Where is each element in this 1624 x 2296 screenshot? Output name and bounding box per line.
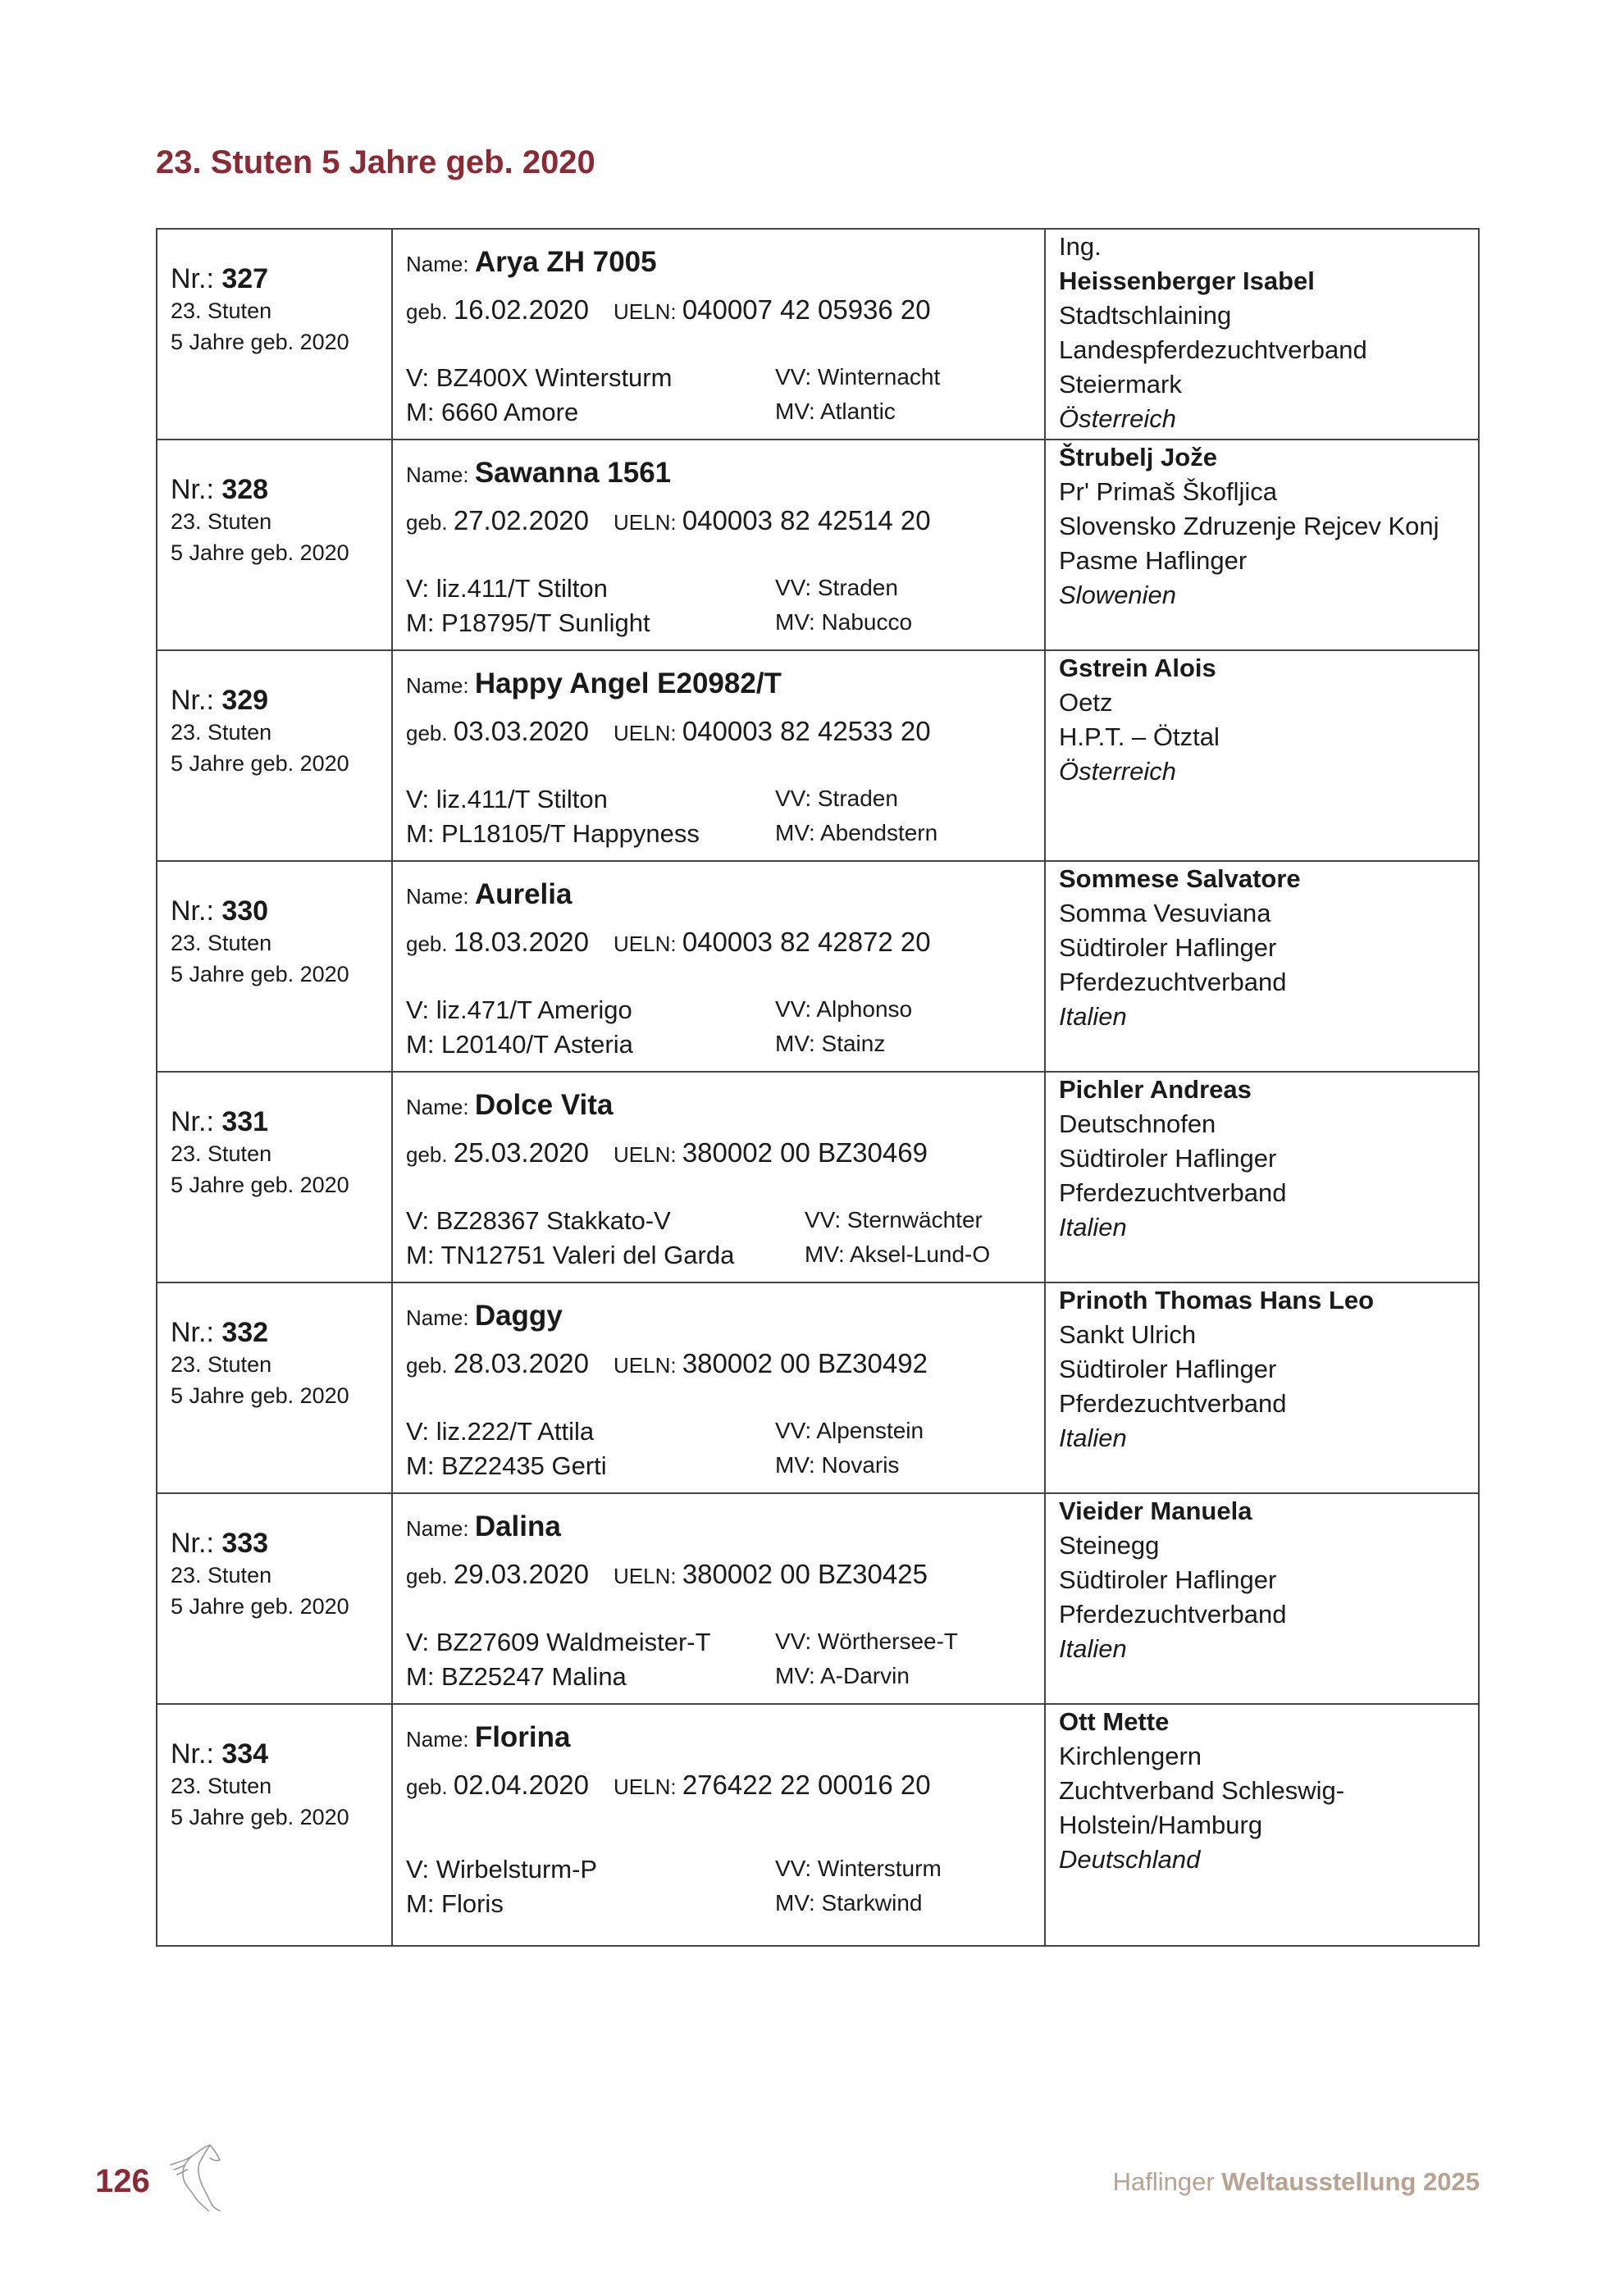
pedigree <box>406 1852 1044 1921</box>
owner-line: Pferdezuchtverband <box>1059 1600 1287 1629</box>
owner-country: Italien <box>1059 1002 1127 1031</box>
class-line-1: 23. Stuten <box>171 931 272 955</box>
dam: M: PL18105/T Happyness <box>406 819 700 848</box>
sire: V: BZ28367 Stakkato-V <box>406 1206 671 1235</box>
owner-line: Pferdezuchtverband <box>1059 1178 1287 1207</box>
entry-number-cell <box>157 1705 393 1945</box>
entry-number-cell <box>157 651 393 860</box>
entry-number: Nr.: 330 <box>171 895 269 927</box>
dam-sire: MV: Aksel-Lund-O <box>805 1241 991 1267</box>
entry-number-cell <box>157 1073 393 1282</box>
horse-name: Name: Happy Angel E20982/T <box>406 667 782 699</box>
class-line-1: 23. Stuten <box>171 1563 272 1588</box>
class-line-1: 23. Stuten <box>171 1352 272 1377</box>
entry-number: Nr.: 332 <box>171 1317 269 1348</box>
pedigree <box>406 1414 1044 1483</box>
owner-line: Pasme Haflinger <box>1059 546 1248 575</box>
birth-ueln: geb. 03.03.2020 UELN: 040003 82 42533 20 <box>406 716 931 746</box>
dam-sire: MV: A-Darvin <box>775 1663 910 1688</box>
owner-cell <box>1046 1705 1478 1945</box>
owner-line: Zuchtverband Schleswig- <box>1059 1776 1345 1805</box>
entry-number: Nr.: 327 <box>171 263 269 294</box>
entry-number-cell <box>157 230 393 439</box>
dam-sire: MV: Nabucco <box>775 609 913 635</box>
owner-cell <box>1046 440 1478 649</box>
sire-sire: VV: Wörthersee-T <box>775 1629 959 1654</box>
sire-sire: VV: Straden <box>775 575 898 600</box>
owner-line: Pferdezuchtverband <box>1059 1389 1287 1418</box>
owner-name: Heissenberger Isabel <box>1059 266 1315 295</box>
class-line-2: 5 Jahre geb. 2020 <box>171 1805 349 1829</box>
owner-cell <box>1046 651 1478 860</box>
dam: M: BZ22435 Gerti <box>406 1451 607 1480</box>
horse-cell <box>393 1705 1046 1945</box>
sire-sire: VV: Alpenstein <box>775 1418 924 1443</box>
owner-line: Südtiroler Haflinger <box>1059 1144 1277 1173</box>
entry-number: Nr.: 331 <box>171 1106 269 1137</box>
horse-cell <box>393 1494 1046 1703</box>
dam: M: BZ25247 Malina <box>406 1662 627 1691</box>
horse-cell <box>393 651 1046 860</box>
sire-sire: VV: Straden <box>775 786 898 811</box>
sire: V: Wirbelsturm-P <box>406 1855 598 1884</box>
page-number: 126 <box>95 2163 150 2199</box>
entry-row <box>157 440 1478 651</box>
sire-sire: VV: Alphonso <box>775 996 913 1022</box>
dam-sire: MV: Novaris <box>775 1452 900 1478</box>
owner-line: Stadtschlaining <box>1059 301 1232 330</box>
class-line-2: 5 Jahre geb. 2020 <box>171 962 349 986</box>
entry-row <box>157 230 1478 440</box>
horse-name: Name: Daggy <box>406 1300 563 1332</box>
entry-row <box>157 1494 1478 1705</box>
sire-sire: VV: Winternacht <box>775 364 941 390</box>
entry-number: Nr.: 334 <box>171 1738 269 1770</box>
horse-cell <box>393 440 1046 649</box>
owner-line: H.P.T. – Ötztal <box>1059 722 1220 751</box>
owner-line: Landespferdezuchtverband <box>1059 335 1367 364</box>
pedigree <box>406 993 1044 1062</box>
entry-number: Nr.: 328 <box>171 474 269 505</box>
class-line-2: 5 Jahre geb. 2020 <box>171 1173 349 1197</box>
birth-ueln: geb. 16.02.2020 UELN: 040007 42 05936 20 <box>406 294 931 325</box>
horse-name: Name: Dolce Vita <box>406 1089 614 1121</box>
horse-logo-icon <box>162 2140 228 2214</box>
dam-sire: MV: Stainz <box>775 1031 886 1056</box>
horse-name: Name: Florina <box>406 1721 571 1753</box>
owner-line: Südtiroler Haflinger <box>1059 933 1277 962</box>
sire: V: BZ27609 Waldmeister-T <box>406 1628 711 1656</box>
owner-country: Italien <box>1059 1213 1127 1241</box>
dam: M: Floris <box>406 1889 504 1918</box>
owner-name: Gstrein Alois <box>1059 654 1216 682</box>
entries-table <box>156 228 1480 1947</box>
dam: M: L20140/T Asteria <box>406 1030 633 1059</box>
dam: M: TN12751 Valeri del Garda <box>406 1241 735 1269</box>
class-line-2: 5 Jahre geb. 2020 <box>171 1594 349 1619</box>
pedigree <box>406 1625 1044 1694</box>
dam-sire: MV: Abendstern <box>775 820 938 845</box>
owner-line: Oetz <box>1059 688 1113 717</box>
owner-line: Slovensko Zdruzenje Rejcev Konj <box>1059 512 1439 540</box>
entry-row <box>157 1283 1478 1494</box>
entry-number: Nr.: 329 <box>171 685 269 716</box>
entry-number: Nr.: 333 <box>171 1528 269 1559</box>
entry-row <box>157 862 1478 1073</box>
sire: V: liz.222/T Attila <box>406 1417 595 1446</box>
owner-name: Prinoth Thomas Hans Leo <box>1059 1286 1375 1314</box>
owner-line: Pferdezuchtverband <box>1059 968 1287 996</box>
owner-line: Pr' Primaš Škofljica <box>1059 477 1278 506</box>
class-line-1: 23. Stuten <box>171 509 272 534</box>
sire-sire: VV: Wintersturm <box>775 1856 942 1881</box>
horse-name: Name: Sawanna 1561 <box>406 457 672 489</box>
class-line-2: 5 Jahre geb. 2020 <box>171 540 349 565</box>
owner-line: Südtiroler Haflinger <box>1059 1565 1277 1594</box>
birth-ueln: geb. 28.03.2020 UELN: 380002 00 BZ30492 <box>406 1348 928 1378</box>
owner-name: Ott Mette <box>1059 1707 1170 1736</box>
owner-cell <box>1046 1494 1478 1703</box>
pedigree <box>406 361 1044 430</box>
class-line-1: 23. Stuten <box>171 720 272 745</box>
owner-line: Steinegg <box>1059 1531 1160 1560</box>
section-title: 23. Stuten 5 Jahre geb. 2020 <box>156 144 595 180</box>
sire-sire: VV: Sternwächter <box>805 1207 983 1232</box>
owner-name: Štrubelj Jože <box>1059 443 1217 472</box>
owner-cell <box>1046 230 1478 439</box>
pedigree <box>406 1204 1044 1273</box>
owner-country: Österreich <box>1059 757 1176 786</box>
owner-country: Deutschland <box>1059 1845 1201 1874</box>
horse-cell <box>393 1283 1046 1492</box>
owner-country: Österreich <box>1059 404 1176 433</box>
owner-country: Italien <box>1059 1634 1127 1663</box>
dam-sire: MV: Atlantic <box>775 399 896 424</box>
class-line-1: 23. Stuten <box>171 1774 272 1798</box>
class-line-2: 5 Jahre geb. 2020 <box>171 751 349 776</box>
owner-line: Somma Vesuviana <box>1059 899 1271 927</box>
birth-ueln: geb. 18.03.2020 UELN: 040003 82 42872 20 <box>406 927 931 957</box>
birth-ueln: geb. 27.02.2020 UELN: 040003 82 42514 20 <box>406 505 931 535</box>
owner-cell <box>1046 1283 1478 1492</box>
footer-brand: Haflinger Weltausstellung 2025 <box>1112 2167 1480 2196</box>
owner-line: Steiermark <box>1059 370 1182 399</box>
sire: V: BZ400X Wintersturm <box>406 363 673 392</box>
sire: V: liz.411/T Stilton <box>406 574 608 603</box>
birth-ueln: geb. 02.04.2020 UELN: 276422 22 00016 20 <box>406 1770 931 1800</box>
horse-cell <box>393 862 1046 1071</box>
owner-country: Slowenien <box>1059 581 1177 609</box>
horse-name: Name: Arya ZH 7005 <box>406 246 657 278</box>
horse-name: Name: Dalina <box>406 1510 561 1542</box>
owner-country: Italien <box>1059 1424 1127 1452</box>
owner-name: Sommese Salvatore <box>1059 864 1301 893</box>
horse-cell <box>393 1073 1046 1282</box>
horse-cell <box>393 230 1046 439</box>
entry-row <box>157 1705 1478 1945</box>
entry-number-cell <box>157 1283 393 1492</box>
pedigree <box>406 782 1044 851</box>
entry-number-cell <box>157 862 393 1071</box>
dam: M: P18795/T Sunlight <box>406 608 650 637</box>
owner-name: Pichler Andreas <box>1059 1075 1252 1104</box>
entry-row <box>157 651 1478 862</box>
owner-line: Sankt Ulrich <box>1059 1320 1197 1349</box>
class-line-1: 23. Stuten <box>171 298 272 323</box>
dam: M: 6660 Amore <box>406 398 579 426</box>
sire: V: liz.411/T Stilton <box>406 785 608 813</box>
class-line-2: 5 Jahre geb. 2020 <box>171 1383 349 1408</box>
owner-line: Deutschnofen <box>1059 1109 1216 1138</box>
entry-row <box>157 1073 1478 1283</box>
owner-line: Holstein/Hamburg <box>1059 1811 1263 1839</box>
owner-line: Südtiroler Haflinger <box>1059 1355 1277 1383</box>
entry-number-cell <box>157 440 393 649</box>
class-line-2: 5 Jahre geb. 2020 <box>171 330 349 354</box>
owner-cell <box>1046 862 1478 1071</box>
birth-ueln: geb. 25.03.2020 UELN: 380002 00 BZ30469 <box>406 1137 928 1168</box>
pedigree <box>406 572 1044 640</box>
horse-name: Name: Aurelia <box>406 878 573 910</box>
owner-name: Vieider Manuela <box>1059 1496 1252 1525</box>
owner-cell <box>1046 1073 1478 1282</box>
entry-number-cell <box>157 1494 393 1703</box>
class-line-1: 23. Stuten <box>171 1141 272 1166</box>
sire: V: liz.471/T Amerigo <box>406 995 632 1024</box>
owner-title: Ing. <box>1059 232 1102 261</box>
owner-line: Kirchlengern <box>1059 1742 1202 1770</box>
birth-ueln: geb. 29.03.2020 UELN: 380002 00 BZ30425 <box>406 1559 928 1589</box>
dam-sire: MV: Starkwind <box>775 1890 923 1916</box>
